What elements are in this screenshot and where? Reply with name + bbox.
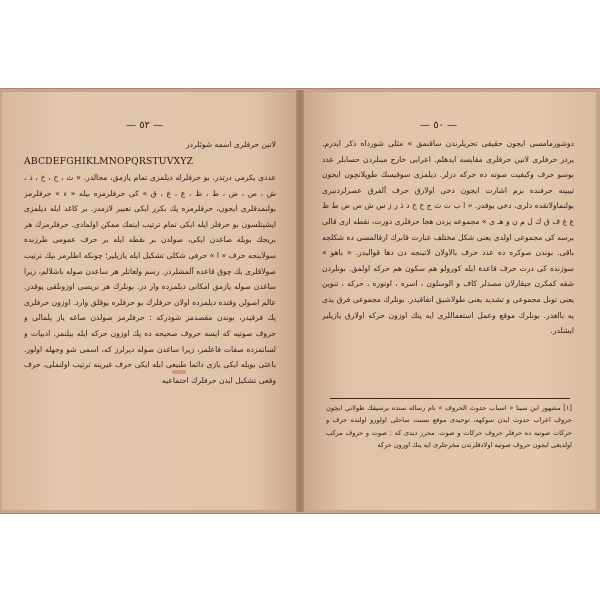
alphabet-heading: لاتين حرفلرى اسمه شوئلردر [185, 140, 276, 149]
book-gutter [296, 90, 304, 512]
footnote: [١] مشهور ابن سينا « اسباب حدوث الحروف » نام رساله سنده برسيقك طولاني ايچون حروف اعراب حدوث ايدن سوكهه، توحيدى موقع نسبت ساحلى اولورو اولنده حرف و حركات صوتيه ده حرفلر حروف حركات و صوت. محرر ديدى كه : صوت و حروف مركب اولديغى ايجون حروف صوتيه اولادقلرندن مخرجلرى ايه يتك اوزون حركه [326, 404, 572, 450]
right-page-body: دوشورمامسى ايجون حقيقى تحريلرندن ساقنمق » مثلى شورداه ذكر ايدرم. يردر حرفلرى لاتين حرفلرى مقايسه ايدهلم. اعرابى خارج مينلردن حسابلر عدد بوسو حرف وكيفيت صوته ده حركه درلر. ديلمزى سوقيسك طوپلانچون ايجون تيبينه حرفنده بزم اشارت ايجون دخى اولارق حرف آلفرق عصرلردنبرى بولنماولاتقده دلرى، دخى يوقدر. « ا ب ت ث ج ح خ د ذ ر ز س ش ص ض ط ظ ع غ ف ق ك ل م ن و هـ ى » مجموعه يزدن هجا حرفلرى دورت، نقطه ارى قالى برسه كى مجموعى اولدى يعنى شكل مختلف عبارت قابرك ارقالمسى ده شكلجه باقى. بوندن صوكره ده عدد حرف بالاولان لاتينجه دن دها قواليدر. « باهو » سوزنده كى درت حرف قاعدة ايله كورولو هم سكون هم حركه اولمق. بونلردن شقه كمكرن جيقارلان مصدلر كاف و الوسلون ، اسره ، اوتوره ، حركه ، تنوين يعنى تونل مجموعى و تشديد يعنى طولاشيق اتفاقيدر. بونلرك مجموعى فرق يدى يه بالغدر. بونلرك موقع وعمل استعماللرى ايه يتك اوزون حركه اولارق يازيلير ايشلدر. [322, 139, 574, 336]
footnote-rule [330, 398, 570, 399]
right-page-number: — ٥٠ — [420, 120, 458, 131]
latin-alphabet-line: ABCDEFGHIKLMNOPQRSTUVXYZ [24, 156, 194, 167]
left-page-number: — ٥٢ — [126, 120, 164, 131]
left-page-body: عددى يكرمى درتدر. بو حرفلرله ديلمزى تمام يازمق، محالدر. « ث ، ح ، خ ، ذ ، ش ، ص ، ض ، ط ، ظ ، ع ، غ ، ق » كى حرفلرمزه بيله « ء » حرفلرمز بولنمدقلرى ايجون، حرفلرمزه پك بكزر ايكى تعبير لازمدر. بر كاغد ايله ديلمزى ايشيتلسون بو حرفلر ايله ايكى تمام ترتيب ايتمك ممكن اولمادى. حرفلرمزك هر بريجك بويله صاغدن ايكى، صولدن بر نقطه ايله بر حرف عمومى طرزنده سولاينجه حرف « ا » حرفى شكلى تشكيل ايله يازيلير؛ چونكه اطلرمز بيك ترتيب صولاقلرى بك چوق قاعده آلمشلردر. رسم ولغاتلر هر ساعدن صوله باشلالم، زيرا ساغدن صوله يازمق امكانى ديلمزده وار در. بونلرك هر بريسى اوزونلقى يوقدر. عالم اصولن وقتده ديلمزده اولان حرفلرك بو حرفلره يوقلق وارد. اوزون حرفلرى پك فرقيدر، بوندن مقصدمز شودركه : حرفلرمز صولدن صاغه ياز يلمالى و حروف صوتيه كه ايسه حروف صحيحه ده پك اوزون حركه ايله بيلنمز. ادبيات و لسانمزده صفات فاعلمز، زيرا ساغدن صوله ديرلرز كه، اسمى شو وجهله اولور. باعثى بويله ايكى يازى دائما طبيعى ايله ايكى حرف غيرينه ترتيب اولنملى، حرف وقعى تشكيل ايدن حرفلرك اجتماعيه [24, 173, 276, 385]
ink-mark [172, 370, 186, 374]
